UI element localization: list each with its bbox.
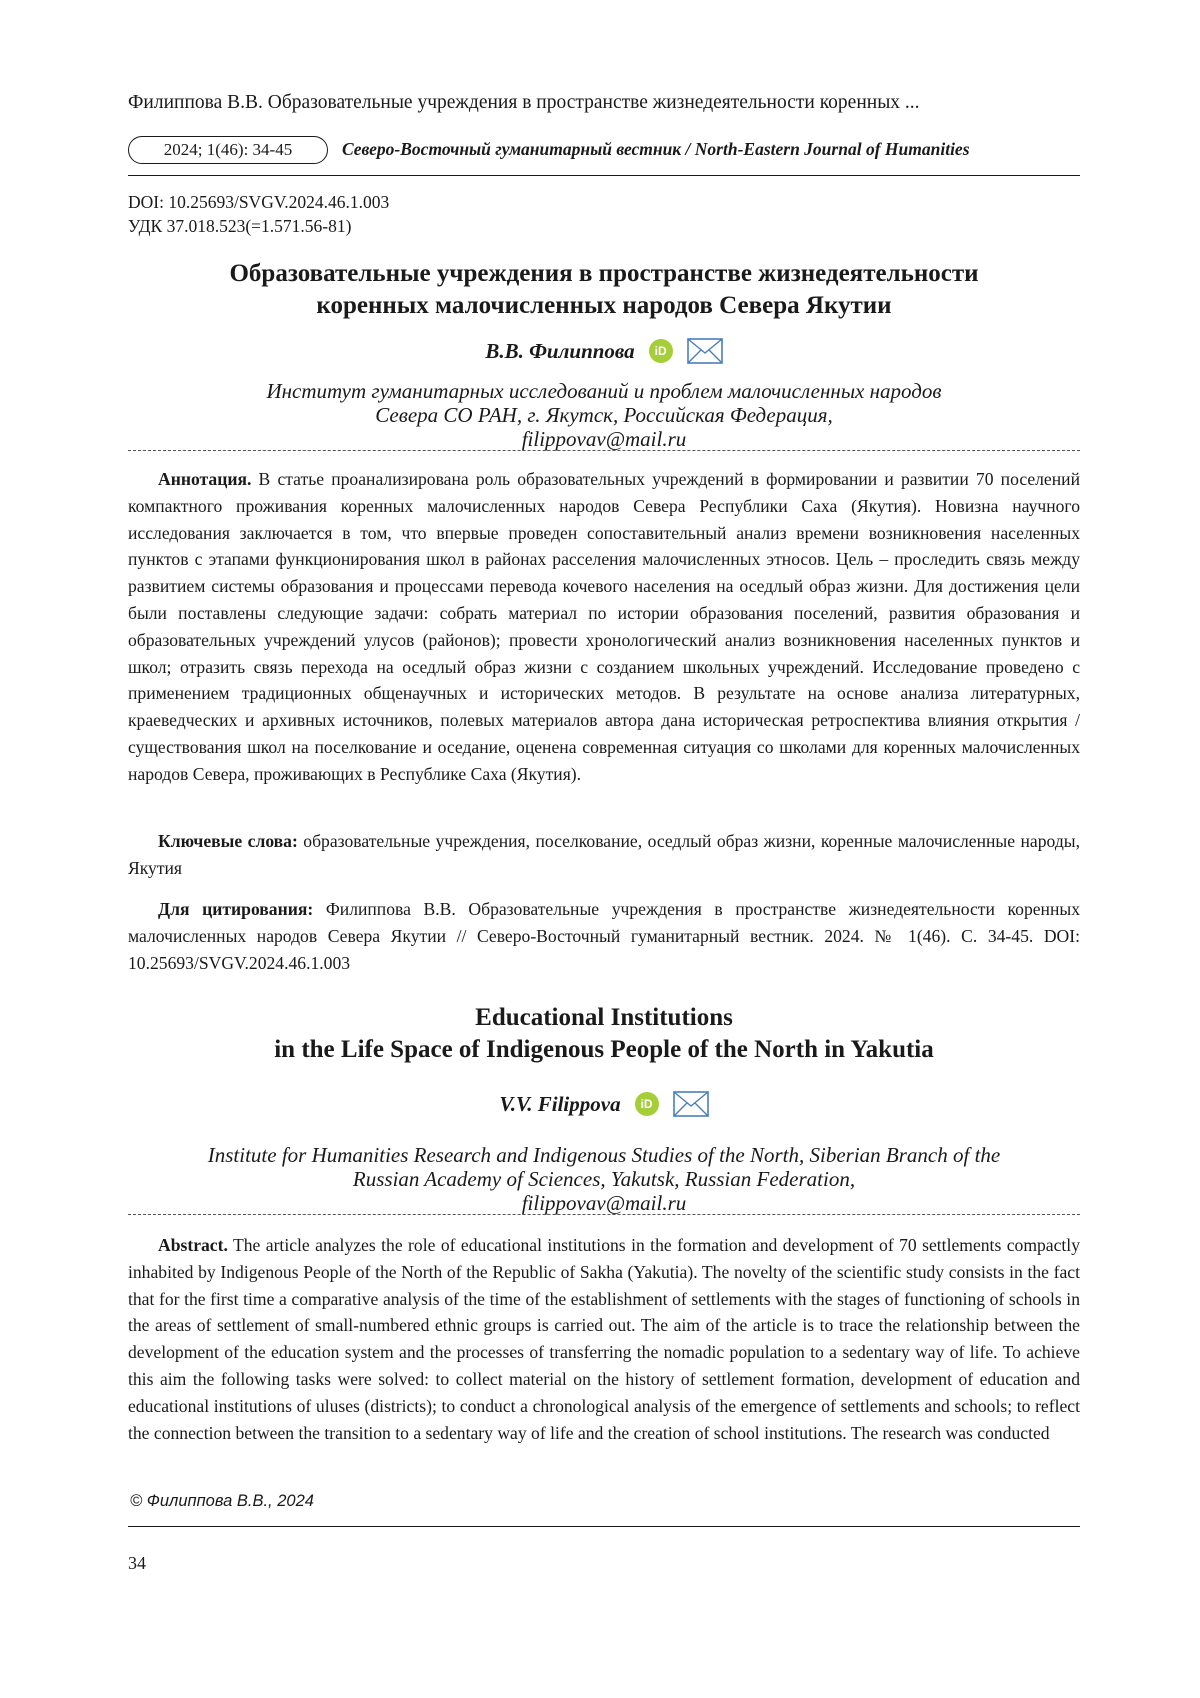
ru-affiliation-line2: Севера СО РАН, г. Якутск, Российская Федерация, — [375, 403, 833, 427]
en-abstract-label: Abstract. — [158, 1235, 228, 1255]
ru-author-name: В.В. Филиппова — [485, 338, 635, 363]
ru-citation — [128, 896, 1080, 976]
en-email[interactable]: filippovav@mail.ru — [521, 1191, 687, 1215]
journal-name: Северо-Восточный гуманитарный вестник / North-Eastern Journal of Humanities — [342, 139, 970, 159]
issue-text: 2024; 1(46): 34-45 — [163, 140, 293, 159]
page-number: 34 — [128, 1553, 146, 1573]
ru-affiliation — [128, 379, 1080, 451]
ru-email[interactable]: filippovav@mail.ru — [521, 427, 687, 451]
ru-citation-text: Филиппова В.В. Образовательные учреждения в пространстве жизнедеятельности коренных малочисленных народов Севера Якутии // Северо-Восточный гуманитарный вестник. 2024. № 1(46). С. 34-45. DOI: 10.25693/SVGV.2024.46.1.003 — [128, 899, 1080, 973]
en-abstract — [128, 1232, 1080, 1446]
udk: УДК 37.018.523(=1.571.56-81) — [128, 216, 352, 236]
ru-separator — [128, 450, 1080, 451]
en-title — [128, 1002, 1080, 1066]
ru-affiliation-line1: Институт гуманитарных исследований и проблем малочисленных народов — [266, 379, 942, 403]
ru-abstract-text: В статье проанализирована роль образовательных учреждений в формировании и развитии 70 поселений компактного проживания коренных малочисленных народов Севера Республики Саха (Якутия). Новизна научного исследования заключается в том, что впервые проведен сопоставительный анализ времени возникновения населенных пунктов с этапами функционирования школ в районах расселения малочисленных этносов. Цель – проследить связь между развитием системы образования и процессами перевода кочевого населения на оседлый образ жизни. Для достижения цели были поставлены следующие задачи: собрать материал по истории образования поселений, развития образования и образовательных учреждений улусов (районов); провести хронологический анализ возникновения населенных пунктов и школ; отразить связь перехода на оседлый образ жизни с созданием школьных учреждений. Исследование проведено с применением традиционных общенаучных и исторических методов. В результате на основе анализа литературных, краеведческих и архивных источников, полевых материалов автора дана историческая ретроспектива влияния открытия / существования школ на поселкование и оседание, оценена современная ситуация со школами для коренных малочисленных народов Севера, проживающих в Республике Саха (Якутия). — [128, 469, 1080, 784]
ru-abstract — [128, 466, 1080, 788]
orcid-icon[interactable] — [649, 339, 673, 363]
ru-abstract-label: Аннотация. — [158, 469, 252, 489]
en-abstract-text: The article analyzes the role of educational institutions in the formation and development of 70 settlements compactly inhabited by Indigenous People of the North of the Republic of Sakha (Yakutia). The novelty of the scientific study consists in the fact that for the first time a comparative analysis of the time of the establishment of settlements with the stages of functioning of schools in the areas of settlement of small-numbered ethnic groups is carried out. The aim of the article is to trace the relationship between the development of the education system and the processes of transferring the nomadic population to a sedentary way of life. To achieve this aim the following tasks were solved: to collect material on the history of settlement formation, development of education and educational institutions of uluses (districts); to conduct a chronological analysis of the emergence of settlements and schools; to reflect the connection between the transition to a sedentary way of life and the creation of school institutions. The research was conducted — [128, 1235, 1080, 1443]
ru-author-row — [128, 338, 1080, 364]
orcid-label: iD — [640, 1097, 653, 1111]
ru-title-line2: коренных малочисленных народов Севера Якутии — [316, 292, 892, 319]
email-icon[interactable] — [673, 1091, 709, 1117]
ru-keywords — [128, 828, 1080, 882]
running-title: Филиппова В.В. Образовательные учреждения в пространстве жизнедеятельности коренных ... — [128, 92, 920, 113]
en-affiliation-line1: Institute for Humanities Research and Indigenous Studies of the North, Siberian Branch of the — [207, 1143, 1001, 1167]
ru-citation-label: Для цитирования: — [158, 899, 314, 919]
ru-keywords-text: образовательные учреждения, поселкование, оседлый образ жизни, коренные малочисленные народы, Якутия — [128, 831, 1080, 878]
en-affiliation-line2: Russian Academy of Sciences, Yakutsk, Russian Federation, — [352, 1167, 856, 1191]
ru-title-line1: Образовательные учреждения в пространстве жизнедеятельности — [229, 260, 979, 287]
footer-rule — [128, 1526, 1080, 1527]
copyright: © Филиппова В.В., 2024 — [130, 1492, 314, 1510]
issue-badge — [128, 136, 328, 164]
orcid-label: iD — [654, 344, 667, 358]
en-separator — [128, 1214, 1080, 1215]
en-title-line1: Educational Institutions — [475, 1004, 733, 1031]
en-affiliation — [128, 1143, 1080, 1215]
header-rule — [128, 175, 1080, 176]
doi: DOI: 10.25693/SVGV.2024.46.1.003 — [128, 192, 390, 212]
en-author-name: V.V. Filippova — [499, 1091, 621, 1116]
email-icon[interactable] — [687, 338, 723, 364]
ru-title — [128, 258, 1080, 322]
en-author-row — [128, 1091, 1080, 1117]
orcid-icon[interactable] — [635, 1092, 659, 1116]
ru-keywords-label: Ключевые слова: — [158, 831, 298, 851]
en-title-line2: in the Life Space of Indigenous People of the North in Yakutia — [274, 1036, 934, 1063]
